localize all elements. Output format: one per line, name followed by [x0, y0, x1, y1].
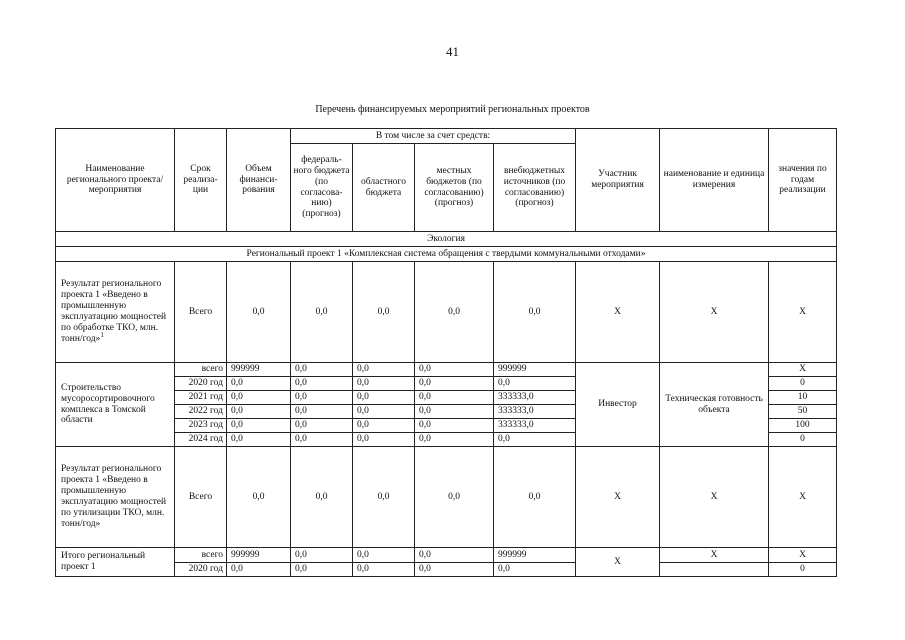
cell-term: всего — [175, 363, 227, 377]
cell-value: Х — [769, 363, 837, 377]
cell-local: 0,0 — [415, 363, 494, 377]
result1-extra: 0,0 — [494, 262, 576, 363]
cell-local: 0,0 — [415, 563, 494, 577]
cell-volume: 999999 — [227, 548, 291, 563]
cell-term: всего — [175, 548, 227, 563]
result2-federal: 0,0 — [291, 447, 353, 548]
cell-value: 0 — [769, 433, 837, 447]
cell-federal: 0,0 — [291, 377, 353, 391]
cell-value: 10 — [769, 391, 837, 405]
cell-regional: 0,0 — [353, 433, 415, 447]
cell-extra: 999999 — [494, 363, 576, 377]
result1-regional: 0,0 — [353, 262, 415, 363]
header-participant: Участник мероприятия — [576, 129, 660, 232]
cell-local: 0,0 — [415, 405, 494, 419]
cell-extra: 333333,0 — [494, 391, 576, 405]
cell-value: 50 — [769, 405, 837, 419]
cell-local: 0,0 — [415, 419, 494, 433]
result2-volume: 0,0 — [227, 447, 291, 548]
cell-extra: 0,0 — [494, 433, 576, 447]
table-row — [56, 363, 837, 377]
cell-term: 2021 год — [175, 391, 227, 405]
cell-regional: 0,0 — [353, 391, 415, 405]
result1-participant: Х — [576, 262, 660, 363]
cell-indicator: Х — [660, 548, 769, 563]
result2-local: 0,0 — [415, 447, 494, 548]
cell-regional: 0,0 — [353, 563, 415, 577]
result2-regional: 0,0 — [353, 447, 415, 548]
total-participant: Х — [576, 548, 660, 577]
header-federal: федераль-ного бюджета (по согласова-нию) (прогноз) — [291, 144, 353, 232]
result1-local: 0,0 — [415, 262, 494, 363]
cell-term: 2022 год — [175, 405, 227, 419]
result1-indicator: Х — [660, 262, 769, 363]
construction-indicator: Техническая готовность объекта — [660, 363, 769, 447]
cell-term: 2020 год — [175, 563, 227, 577]
header-volume: Объем финанси-рования — [227, 129, 291, 232]
result2-value: Х — [769, 447, 837, 548]
total-name: Итого региональный проект 1 — [56, 548, 175, 577]
cell-volume: 0,0 — [227, 377, 291, 391]
header-term: Срок реализа-ции — [175, 129, 227, 232]
cell-extra: 0,0 — [494, 377, 576, 391]
cell-local: 0,0 — [415, 433, 494, 447]
cell-regional: 0,0 — [353, 405, 415, 419]
result1-term: Всего — [175, 262, 227, 363]
cell-extra: 0,0 — [494, 563, 576, 577]
cell-value: 0 — [769, 563, 837, 577]
project-row: Региональный проект 1 «Комплексная система обращения с твердыми коммунальными отходами» — [56, 247, 837, 262]
result2-participant: Х — [576, 447, 660, 548]
cell-federal: 0,0 — [291, 363, 353, 377]
cell-extra: 999999 — [494, 548, 576, 563]
cell-federal: 0,0 — [291, 563, 353, 577]
cell-local: 0,0 — [415, 377, 494, 391]
projects-table — [55, 128, 837, 577]
cell-value: 0 — [769, 377, 837, 391]
cell-volume: 0,0 — [227, 419, 291, 433]
cell-value: Х — [769, 548, 837, 563]
construction-name: Строительство мусоросортировочного комплекса в Томской области — [56, 363, 175, 447]
section-row: Экология — [56, 232, 837, 247]
document-title: Перечень финансируемых мероприятий региональных проектов — [315, 104, 590, 115]
result2-indicator: Х — [660, 447, 769, 548]
cell-federal: 0,0 — [291, 433, 353, 447]
table-row — [56, 548, 837, 563]
header-local: местных бюджетов (по согласованию) (прогноз) — [415, 144, 494, 232]
cell-federal: 0,0 — [291, 548, 353, 563]
cell-federal: 0,0 — [291, 405, 353, 419]
cell-volume: 0,0 — [227, 391, 291, 405]
page-number: 41 — [446, 44, 459, 59]
result2-extra: 0,0 — [494, 447, 576, 548]
cell-volume: 999999 — [227, 363, 291, 377]
result2-name: Результат регионального проекта 1 «Введено в промышленную эксплуатацию мощностей по утилизации ТКО, млн. тонн/год» — [56, 447, 175, 548]
cell-indicator — [660, 563, 769, 577]
cell-federal: 0,0 — [291, 391, 353, 405]
cell-extra: 333333,0 — [494, 405, 576, 419]
cell-regional: 0,0 — [353, 363, 415, 377]
cell-regional: 0,0 — [353, 377, 415, 391]
cell-extra: 333333,0 — [494, 419, 576, 433]
cell-term: 2023 год — [175, 419, 227, 433]
header-regional: областного бюджета — [353, 144, 415, 232]
table-row — [56, 262, 837, 363]
header-values: значения по годам реализации — [769, 129, 837, 232]
result1-volume: 0,0 — [227, 262, 291, 363]
cell-federal: 0,0 — [291, 419, 353, 433]
header-name: Наименование регионального проекта/ мероприятия — [56, 129, 175, 232]
result1-value: Х — [769, 262, 837, 363]
cell-regional: 0,0 — [353, 548, 415, 563]
header-sources-group: В том числе за счет средств: — [291, 129, 576, 144]
cell-term: 2024 год — [175, 433, 227, 447]
cell-volume: 0,0 — [227, 433, 291, 447]
header-indicator: наименование и единица измерения — [660, 129, 769, 232]
result1-federal: 0,0 — [291, 262, 353, 363]
cell-regional: 0,0 — [353, 419, 415, 433]
cell-term: 2020 год — [175, 377, 227, 391]
result1-name: Результат регионального проекта 1 «Введено в промышленную эксплуатацию мощностей по обработке ТКО, млн. тонн/год»$^1$ — [56, 262, 175, 363]
cell-local: 0,0 — [415, 391, 494, 405]
header-extrabudget: внебюджетных источников (по согласованию) (прогноз) — [494, 144, 576, 232]
cell-value: 100 — [769, 419, 837, 433]
construction-participant: Инвестор — [576, 363, 660, 447]
cell-local: 0,0 — [415, 548, 494, 563]
cell-volume: 0,0 — [227, 405, 291, 419]
cell-volume: 0,0 — [227, 563, 291, 577]
result2-term: Всего — [175, 447, 227, 548]
table-row — [56, 447, 837, 548]
